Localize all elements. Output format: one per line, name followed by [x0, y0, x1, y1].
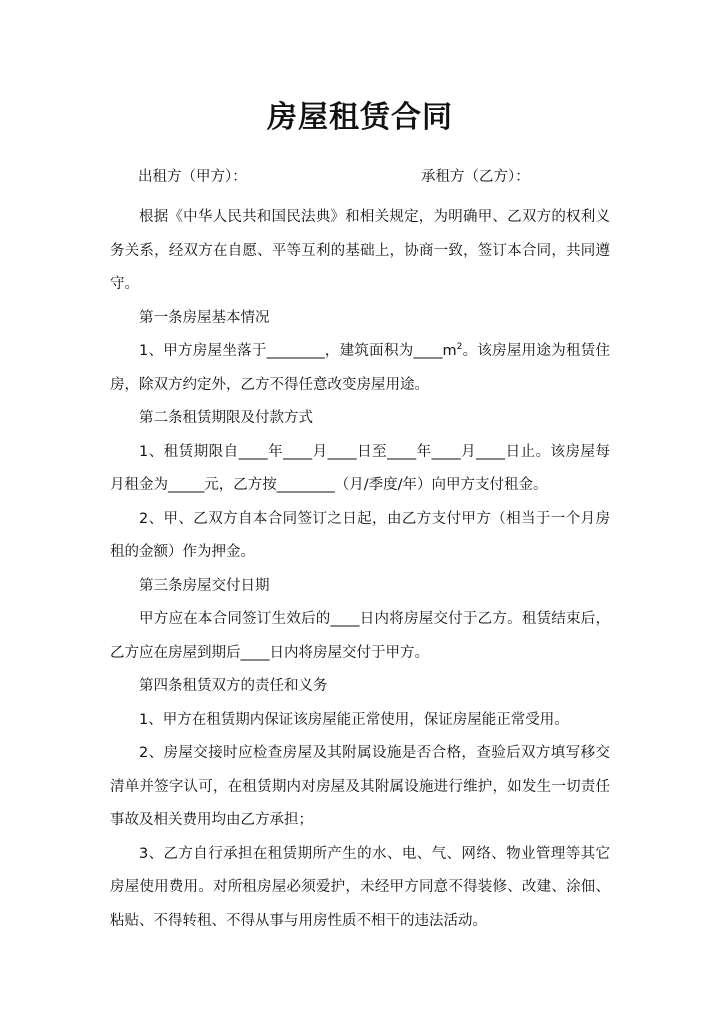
- clause-text: 。该房屋用途为租赁住房，除双方约定外，乙方不得任意改变房屋用途。: [110, 343, 610, 393]
- clause-text: 月: [460, 443, 477, 460]
- clause-text: 元，乙方按: [204, 477, 277, 493]
- rent-amount-blank: _____: [168, 477, 205, 493]
- clause-text: 1、甲方房屋坐落于: [139, 343, 267, 359]
- article-1-heading: 第一条房屋基本情况: [139, 309, 270, 326]
- clause-text: 日内将房屋交付于乙方。租赁结束后，乙方应在房屋到期后: [110, 611, 611, 661]
- location-blank: ________: [266, 343, 325, 359]
- clause-text: 甲方应在本合同签订生效后的: [139, 611, 331, 627]
- article-4-clause-1: 1、甲方在租赁期内保证该房屋能正常使用，保证房屋能正常受用。: [139, 711, 569, 728]
- article-2-clause-2: 2、甲、乙双方自本合同签订之日起，由乙方支付甲方（相当于一个月房租的金额）作为押金。: [110, 510, 610, 560]
- party-b-label: 承租方（乙方）：: [421, 169, 530, 185]
- clause-text: 年: [267, 443, 284, 460]
- area-unit-superscript: 2: [456, 342, 463, 353]
- clause-text: ，建筑面积为: [324, 343, 414, 359]
- contract-body: [110, 201, 610, 938]
- area-unit: m: [442, 343, 457, 359]
- clause-text: （月/季度/年）向甲方支付租金。: [334, 477, 548, 493]
- return-days-blank: ____: [240, 644, 270, 661]
- article-1-clause-1: [110, 335, 610, 402]
- article-3-clause-1: [110, 603, 610, 670]
- article-3-heading: 第三条房屋交付日期: [139, 577, 270, 594]
- payment-period-blank: ________: [276, 477, 335, 493]
- start-year-blank: ____: [238, 443, 268, 460]
- clause-text: 1、租赁期限自: [139, 443, 239, 460]
- clause-text: 日内将房屋交付于甲方。: [269, 644, 429, 661]
- clause-text: 年: [416, 443, 432, 460]
- clause-text: 月: [312, 443, 328, 460]
- document-title: 房屋租赁合同: [267, 100, 453, 135]
- article-4-clause-2: 2、房屋交接时应检查房屋及其附属设施是否合格，查验后双方填写移交清单并签字认可，在租赁期内对房屋及其附属设施进行维护，如发生一切责任事故及相关费用均由乙方承担；: [110, 745, 610, 828]
- end-month-blank: ____: [431, 443, 461, 460]
- article-4-heading: 第四条租赁双方的责任和义务: [139, 678, 328, 694]
- article-4-clause-3: 3、乙方自行承担在租赁期所产生的水、电、气、网络、物业管理等其它房屋使用费用。对所租房屋必须爱护，未经甲方同意不得装修、改建、涂佃、粘贴、不得转租、不得从事与用房性质不相干的违法活动。: [110, 845, 610, 929]
- start-day-blank: ____: [327, 443, 357, 460]
- parties-line: [138, 165, 598, 189]
- start-month-blank: ____: [283, 443, 313, 460]
- article-2-heading: 第二条租赁期限及付款方式: [139, 410, 313, 426]
- article-2-clause-1: [110, 436, 610, 503]
- delivery-days-blank: ____: [330, 611, 360, 627]
- end-year-blank: ____: [387, 443, 417, 460]
- clause-text: 日至: [356, 443, 388, 460]
- clause-text: 日止。该房屋每月租金为: [110, 443, 611, 493]
- party-a-label: 出租方（甲方）：: [138, 169, 247, 185]
- area-blank: ____: [413, 343, 443, 359]
- end-day-blank: ____: [476, 443, 506, 460]
- intro-paragraph: 根据《中华人民共和国民法典》和相关规定，为明确甲、乙双方的权利义务关系，经双方在自愿、平等互利的基础上，协商一致，签订本合同，共同遵守。: [110, 209, 610, 292]
